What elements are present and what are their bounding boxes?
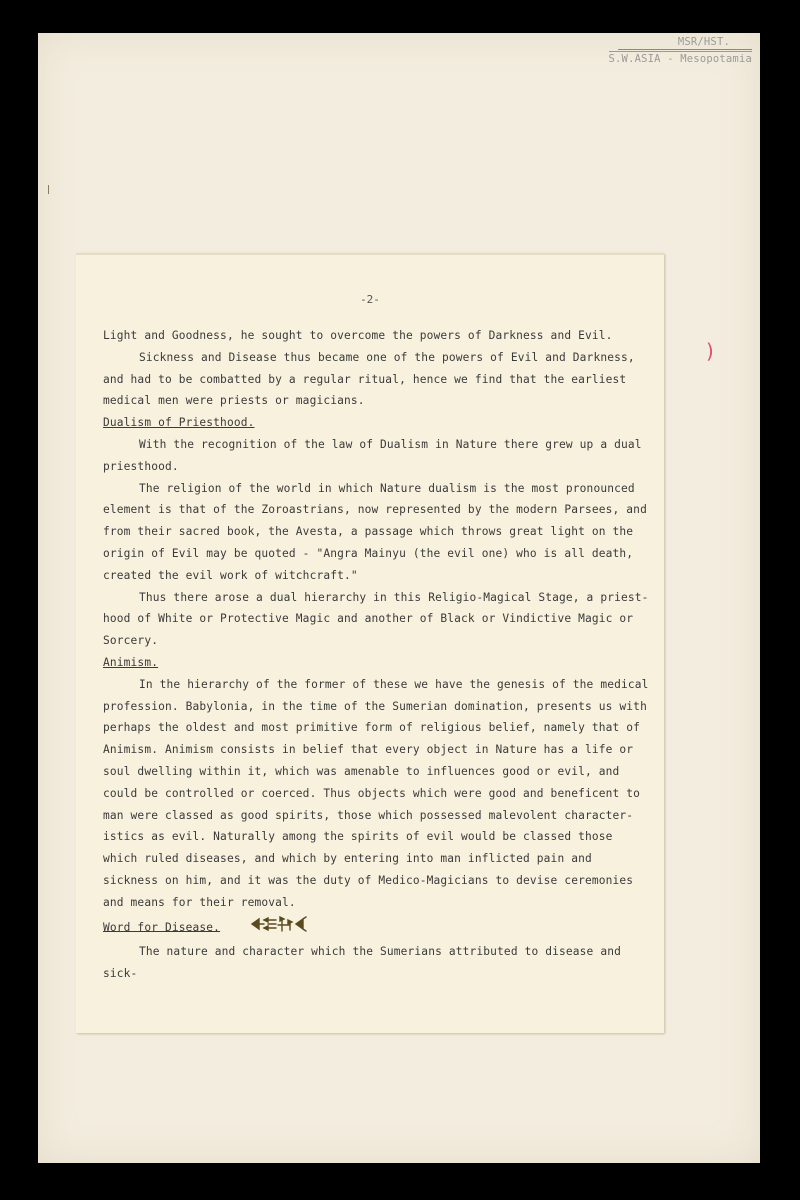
section-heading: Dualism of Priesthood. (103, 416, 255, 430)
red-pencil-mark: ) (706, 339, 714, 363)
heading-row (103, 914, 653, 942)
page-body (103, 325, 653, 985)
cuneiform-sign-icon (250, 914, 308, 942)
paragraph: The religion of the world in which Nature dualism is the most pronounced element is that of the Zoroastrians, now represented by the modern Parsees, and from their sacred book, the Avesta, a passage which throws great light on the origin of Evil may be quoted - "Angra Mainyu (the evil one) who is all death, created the evil work of witchcraft." (103, 481, 647, 582)
paragraph: With the recognition of the law of Dualism in Nature there grew up a dual priesthood. (103, 437, 642, 473)
section-heading: Word for Disease. (103, 920, 221, 934)
reference-code: MSR/HST. (618, 35, 752, 50)
paragraph: Light and Goodness, he sought to overcome the powers of Darkness and Evil. (103, 329, 613, 342)
paragraph: In the hierarchy of the former of these we have the genesis of the medical profession. Babylonia, in the time of the Sumerian domination, presents us with perhaps the oldest and most primitive form of religious belief, namely that of Animism. Animism consists in belief that every object in Nature has a life or soul dwelling within it, which was amenable to influences good or evil, and could be controlled or coerced. Thus objects which were good and beneficent to man were classed as good spirits, those which possessed malevolent character-istics as evil. Naturally among the spirits of evil would be classed those which ruled diseases, and which by entering into man inflicted pain and sickness on him, and it was the duty of Medico-Magicians to devise ceremonies and means for their removal. (103, 677, 649, 909)
reference-subject: S.W.ASIA - Mesopotamia (608, 53, 752, 65)
section-heading: Animism. (103, 655, 159, 669)
page-edge (76, 253, 664, 255)
archive-reference (609, 35, 752, 66)
paragraph: Sickness and Disease thus became one of the powers of Evil and Darkness, and had to be combatted by a regular ritual, hence we find that the earliest medical men were priests or magicians. (103, 350, 635, 408)
paragraph: Thus there arose a dual hierarchy in this Religio-Magical Stage, a priest-hood of White or Protective Magic and another of Black or Vindictive Magic or Sorcery. (103, 590, 649, 648)
paper-scratch (48, 185, 49, 194)
typed-page (76, 253, 664, 1033)
paragraph: The nature and character which the Sumerians attributed to disease and sick- (103, 945, 621, 981)
page-number: -2- (360, 293, 380, 306)
